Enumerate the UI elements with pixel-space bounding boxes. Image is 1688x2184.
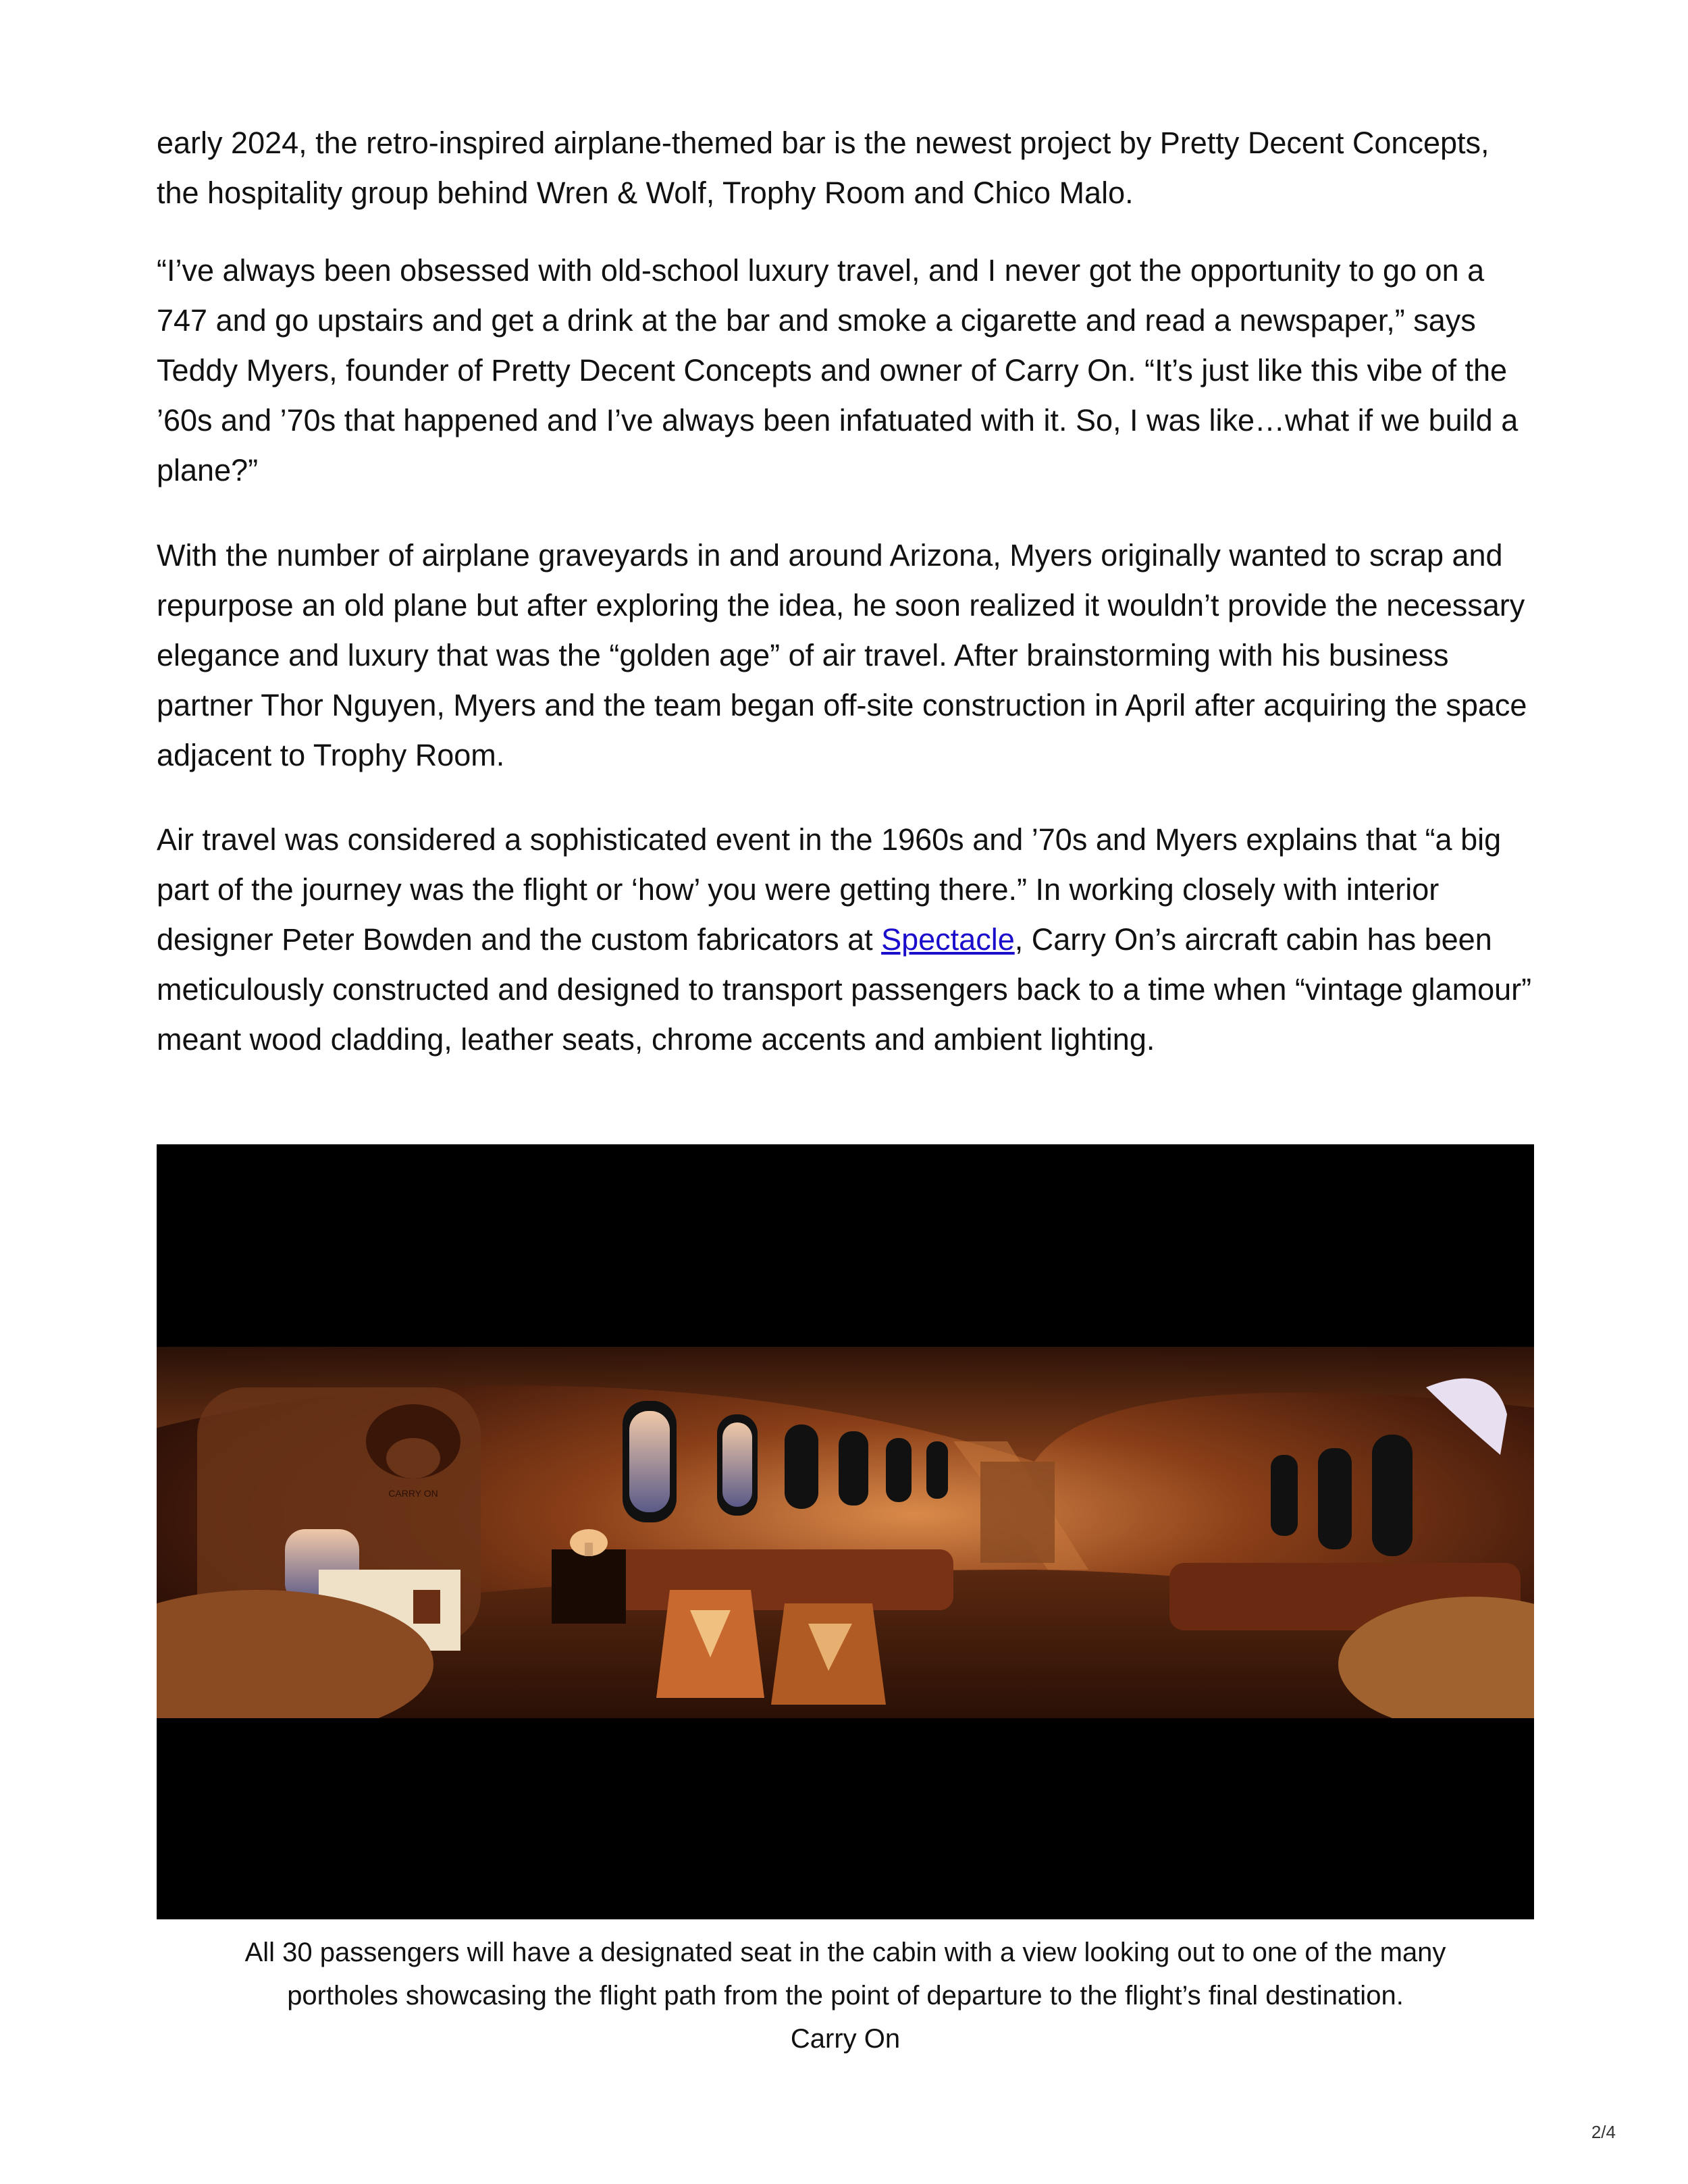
figure-caption bbox=[157, 1931, 1534, 2060]
cabin-interior-image bbox=[157, 1347, 1534, 1718]
article-paragraph-4 bbox=[157, 815, 1534, 1065]
caption-line-1: All 30 passengers will have a designated seat in the cabin with a view looking out to one of the many bbox=[244, 1938, 1446, 1967]
cabin-photo-figure bbox=[157, 1144, 1534, 1919]
page-number: 2/4 bbox=[1591, 2122, 1616, 2142]
article-paragraph-1: early 2024, the retro-inspired airplane-themed bar is the newest project by Pretty Decent Concepts, the hospitality group behind Wren & Wolf, Trophy Room and Chico Malo. bbox=[157, 126, 1489, 210]
caption-line-2: portholes showcasing the flight path from the point of departure to the flight’s final destination. bbox=[287, 1981, 1404, 2010]
spectacle-link[interactable]: Spectacle bbox=[881, 922, 1015, 957]
paragraph-4-text-after-link: , Carry On’s aircraft cabin has been meticulously constructed and designed to transport passengers back to a time when “vintage glamour” meant wood cladding, leather seats, chrome accents and ambient lighting. bbox=[157, 922, 1532, 1057]
photo-credit: Carry On bbox=[790, 2024, 901, 2054]
article-paragraph-2: “I’ve always been obsessed with old-school luxury travel, and I never got the opportunity to go on a 747 and go upstairs and get a drink at the bar and smoke a cigarette and read a newspaper,” says Teddy Myers, founder of Pretty Decent Concepts and owner of Carry On. “It’s just like this vibe of the ’60s and ’70s that happened and I’ve always been infatuated with it. So, I was like…what if we build a plane?” bbox=[157, 253, 1519, 487]
article-paragraph-3: With the number of airplane graveyards in and around Arizona, Myers originally wanted to scrap and repurpose an old plane but after exploring the idea, he soon realized it wouldn’t provide the necessary elegance and luxury that was the “golden age” of air travel. After brainstorming with his business partner Thor Nguyen, Myers and the team began off-site construction in April after acquiring the space adjacent to Trophy Room. bbox=[157, 538, 1527, 772]
paragraph-4-text-before-link: Air travel was considered a sophisticated event in the 1960s and ’70s and Myers explains that “a big part of the journey was the flight or ‘how’ you were getting there.” In working closely with interior designer Peter Bowden and the custom fabricators at bbox=[157, 822, 1502, 957]
carry-on-logo: CARRY ON bbox=[388, 1488, 438, 1499]
